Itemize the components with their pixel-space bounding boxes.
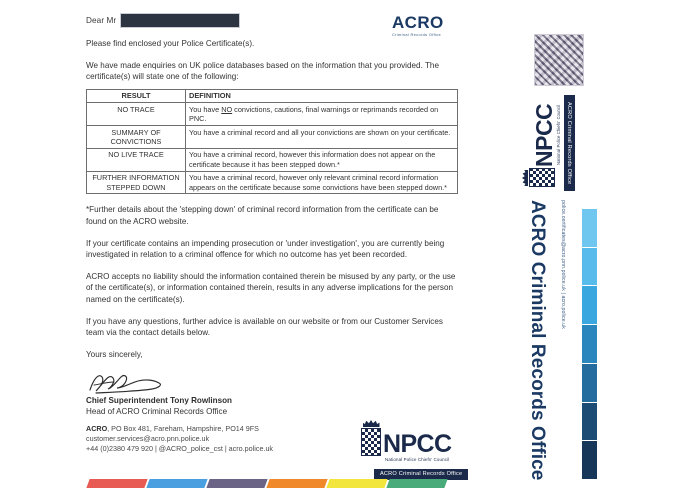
definition-post: convictions, cautions, final warnings or reprimands recorded on PNC. (189, 104, 439, 124)
paragraph-investigation: If your certificate contains an impending prosecution or 'under investigation', you are currently being investigated in relation to a criminal offence for which no outcome has yet been recorded. (86, 238, 445, 260)
table-header-row (87, 89, 458, 102)
signatory-role: Head of ACRO Criminal Records Office (86, 407, 228, 417)
table-cell-result: NO TRACE (87, 103, 186, 126)
paragraph-stepping-down: *Further details about the 'stepping down' of criminal record information from the certificate can be found on the ACRO website. (86, 205, 439, 227)
paragraph-liability: ACRO accepts no liability should the information contained therein be misused by any party, or the use of the certificate(s), or information contained therein, results in any adverse implications for the person named on the certificate(s). (86, 271, 456, 304)
gradient-segment (582, 209, 597, 247)
table-row (87, 103, 458, 126)
gradient-segment (582, 441, 597, 479)
right-spine-panel (520, 0, 700, 500)
table-row (87, 171, 458, 194)
footer-email[interactable]: customer.services@acro.pnn.police.uk (86, 433, 210, 443)
spine-acro-banner: ACRO Criminal Records Office (564, 95, 575, 191)
crown-icon (522, 170, 528, 186)
definition-emphasis: NO (221, 104, 233, 114)
handwritten-signature-icon (86, 369, 206, 395)
signatory-name: Chief Superintendent Tony Rowlinson (86, 396, 232, 406)
npcc-subtitle: National Police Chiefs' Council (385, 457, 450, 462)
results-table (86, 89, 458, 195)
table-cell-definition: You have a criminal record, however only relevant criminal record information appears on the certificate because some convictions have been stepped down.* (186, 171, 458, 194)
definition-pre: You have (189, 104, 222, 114)
table-row (87, 126, 458, 149)
paragraph-enquiries: We have made enquiries on UK police databases based on the information that you provided. The certificate(s) will state one of the following: (86, 60, 439, 82)
footer-address: , PO Box 481, Fareham, Hampshire, PO14 9FS (107, 424, 259, 433)
table-cell-result: NO LIVE TRACE (87, 148, 186, 171)
gradient-segment-bar (582, 209, 597, 479)
spine-contact-line: police.certificates@acro.pnn.police.uk | acro.police.uk (560, 200, 566, 329)
salutation-text: Dear Mr (86, 15, 117, 25)
npcc-crest-icon (360, 420, 382, 456)
color-block-red (86, 479, 147, 488)
brand-color-strip (88, 479, 446, 488)
footer-contact-block (86, 424, 346, 453)
paragraph-questions: If you have any questions, further advice is available on our website or from our Customer Services team via the contact details below. (86, 316, 443, 338)
table-row (87, 148, 458, 171)
npcc-crest-icon (522, 168, 555, 188)
redacted-name-bar (120, 13, 240, 28)
footer-phone-social-web[interactable]: +44 (0)2380 479 920 | @ACRO_police_cst | acro.police.uk (86, 443, 274, 453)
color-block-purple (206, 479, 267, 488)
npcc-wordmark: NPCC (531, 103, 557, 167)
npcc-logo-row (522, 98, 555, 188)
npcc-acro-banner: ACRO Criminal Records Office (374, 469, 468, 480)
table-header-definition: DEFINITION (186, 89, 458, 102)
color-block-green (386, 479, 447, 488)
footer-org-name: ACRO (86, 424, 108, 433)
checkerboard-icon (361, 428, 381, 456)
closing-text: Yours sincerely, (86, 349, 143, 359)
gradient-segment (582, 325, 597, 363)
gradient-segment (582, 364, 597, 402)
letter-body (86, 12, 458, 417)
gradient-segment (582, 403, 597, 441)
spine-title: ACRO Criminal Records Office (527, 200, 548, 481)
checkerboard-icon (529, 169, 555, 188)
npcc-subtitle: National Police Chiefs' Council (556, 104, 561, 165)
crown-icon (363, 420, 380, 427)
acro-logo-subtitle: Criminal Records Office (392, 32, 442, 37)
table-cell-result: FURTHER INFORMATION STEPPED DOWN (87, 171, 186, 194)
color-block-yellow (326, 479, 387, 488)
table-cell-result: SUMMARY OF CONVICTIONS (87, 126, 186, 149)
npcc-logo-footer (360, 420, 490, 480)
table-cell-definition (186, 103, 458, 126)
color-block-blue (146, 479, 207, 488)
salutation-row (86, 12, 458, 28)
color-block-orange (266, 479, 327, 488)
signature-image (86, 369, 458, 395)
gradient-segment (582, 248, 597, 286)
npcc-logo-row (360, 420, 490, 456)
npcc-wordmark: NPCC (383, 430, 452, 458)
table-cell-definition: You have a criminal record and all your convictions are shown on your certificate. (186, 126, 458, 149)
table-cell-definition: You have a criminal record, however this information does not appear on the certificate because it has been stepped down.* (186, 148, 458, 171)
table-header-result: RESULT (87, 89, 186, 102)
footer-address-line (86, 424, 346, 434)
paragraph-enclosed: Please find enclosed your Police Certificate(s). (86, 39, 255, 48)
gradient-segment (582, 286, 597, 324)
texture-swatch (534, 34, 584, 86)
acro-logo-wordmark: ACRO (392, 13, 444, 32)
